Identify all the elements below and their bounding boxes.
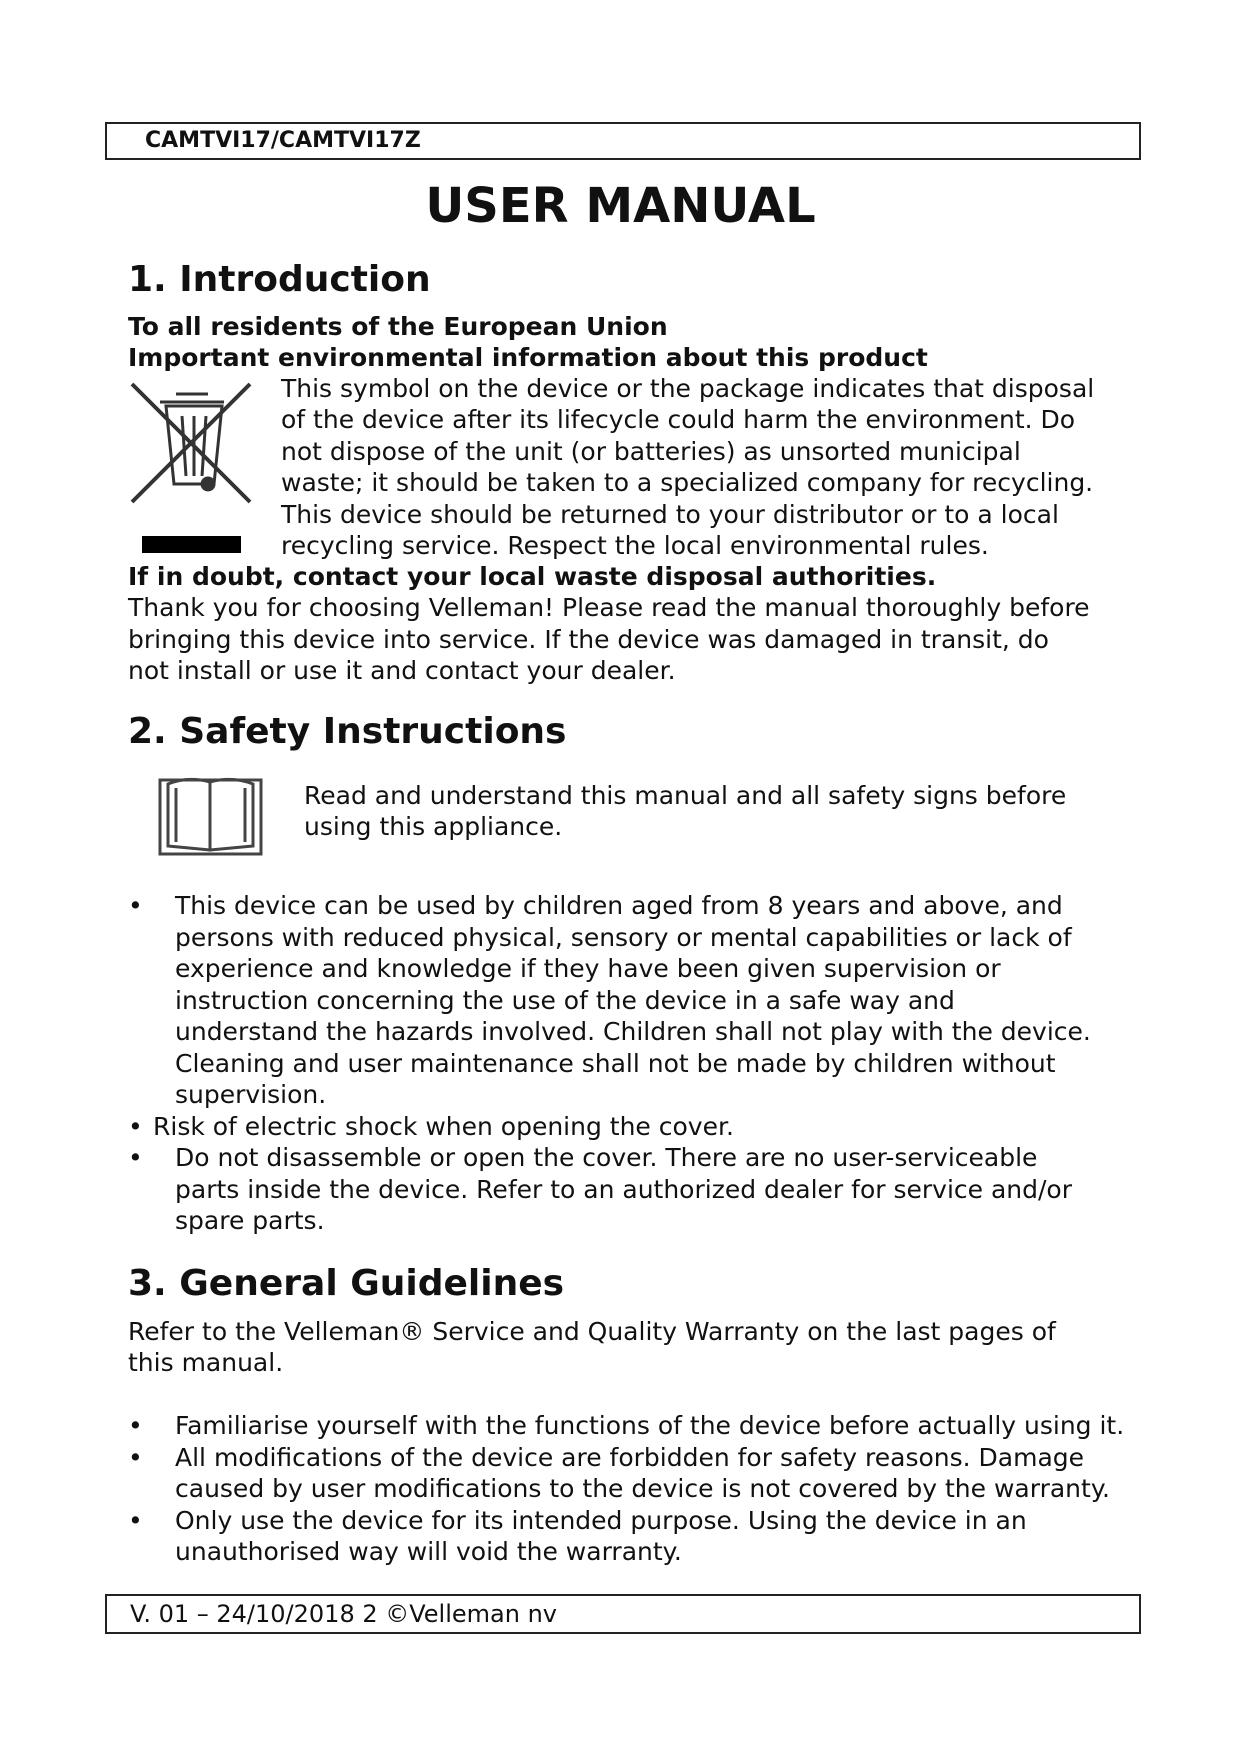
bullet-line: understand the hazards involved. Children shall not play with the device. — [175, 1017, 1091, 1046]
list-item: • Risk of electric shock when opening the cover. — [128, 1111, 1138, 1143]
bullet-line: This device can be used by children aged from 8 years and above, and — [175, 891, 1063, 920]
bullet-line: experience and knowledge if they have been given supervision or — [175, 954, 1001, 983]
weee-line: This symbol on the device or the package indicates that disposal — [281, 374, 1095, 403]
bullet-line: spare parts. — [175, 1206, 325, 1235]
guidelines-intro-line: Refer to the Velleman® Service and Quality Warranty on the last pages of — [128, 1317, 1056, 1346]
bullet-line: caused by user modifications to the device is not covered by the warranty. — [175, 1474, 1110, 1503]
bullet-line: Only use the device for its intended purpose. Using the device in an — [175, 1505, 1027, 1535]
guidelines-intro-line: this manual. — [128, 1348, 284, 1377]
eu-residents-heading: To all residents of the European Union — [128, 312, 668, 341]
bullet-line: persons with reduced physical, sensory or mental capabilities or lack of — [175, 922, 1072, 952]
bullet-line: unauthorised way will void the warranty. — [175, 1537, 682, 1566]
bullet-line: instruction concerning the use of the device in a safe way and — [175, 985, 955, 1015]
list-item: • Only use the device for its intended purpose. Using the device in an unauthorised way will void the warranty. — [128, 1505, 1138, 1568]
weee-line: of the device after its lifecycle could harm the environment. Do — [281, 405, 1076, 434]
weee-line: not dispose of the unit (or batteries) as unsorted municipal — [281, 437, 1021, 466]
read-manual-line: Read and understand this manual and all safety signs before — [304, 781, 1067, 810]
weee-black-bar — [142, 536, 241, 553]
bullet-line: All modifications of the device are forbidden for safety reasons. Damage — [175, 1442, 1085, 1472]
list-item: • Do not disassemble or open the cover. There are no user-serviceable parts inside the device. Refer to an authorized dealer for service and/or spare parts. — [128, 1142, 1138, 1237]
safety-bullet-list — [128, 890, 1138, 1237]
footer-box — [105, 1594, 1141, 1634]
crossed-out-wheelie-bin-icon — [128, 380, 254, 510]
weee-line: recycling service. Respect the local environmental rules. — [281, 531, 989, 560]
list-item: • All modifications of the device are forbidden for safety reasons. Damage caused by user modifications to the device is not covered by the warranty. — [128, 1442, 1138, 1505]
bullet-line: Familiarise yourself with the functions of the device before actually using it. — [175, 1411, 1125, 1440]
footer-version-text: V. 01 – 24/10/2018 2 ©Velleman nv — [130, 1600, 557, 1628]
list-item: • Familiarise yourself with the functions of the device before actually using it. — [128, 1410, 1138, 1442]
bullet-line: supervision. — [175, 1080, 327, 1109]
model-number: CAMTVI17/CAMTVI17Z — [145, 128, 421, 153]
thanks-line: Thank you for choosing Velleman! Please read the manual thoroughly before — [128, 593, 1090, 622]
doubt-notice: If in doubt, contact your local waste disposal authorities. — [128, 562, 937, 591]
bullet-line: parts inside the device. Refer to an authorized dealer for service and/or — [175, 1174, 1072, 1204]
read-manual-line: using this appliance. — [304, 812, 563, 841]
page-title: USER MANUAL — [425, 178, 816, 234]
section-heading-safety: 2. Safety Instructions — [128, 711, 567, 752]
weee-line: waste; it should be taken to a specialized company for recycling. — [281, 468, 1094, 497]
read-manual-book-icon — [158, 770, 263, 858]
env-info-heading: Important environmental information about this product — [128, 343, 928, 372]
weee-line: This device should be returned to your distributor or to a local — [281, 500, 1059, 529]
bullet-line: Risk of electric shock when opening the cover. — [153, 1111, 734, 1141]
thanks-line: bringing this device into service. If the device was damaged in transit, do — [128, 625, 1049, 654]
thanks-line: not install or use it and contact your dealer. — [128, 656, 676, 685]
section-heading-guidelines: 3. General Guidelines — [128, 1263, 565, 1304]
guidelines-bullet-list — [128, 1410, 1138, 1568]
section-heading-introduction: 1. Introduction — [128, 259, 431, 300]
bullet-line: Cleaning and user maintenance shall not be made by children without — [175, 1048, 1056, 1078]
header-model-box — [105, 122, 1141, 160]
bullet-line: Do not disassemble or open the cover. There are no user-serviceable — [175, 1143, 1038, 1172]
list-item: • This device can be used by children aged from 8 years and above, and persons with reduced physical, sensory or mental capabilities or lack of experience and knowledge if they have been given supervision or instruction concerning the use of the device in a safe way and understand the hazards involved. Children shall not play with the device. Cleaning and user maintenance shall not be made by children without supervision. — [128, 890, 1138, 1111]
